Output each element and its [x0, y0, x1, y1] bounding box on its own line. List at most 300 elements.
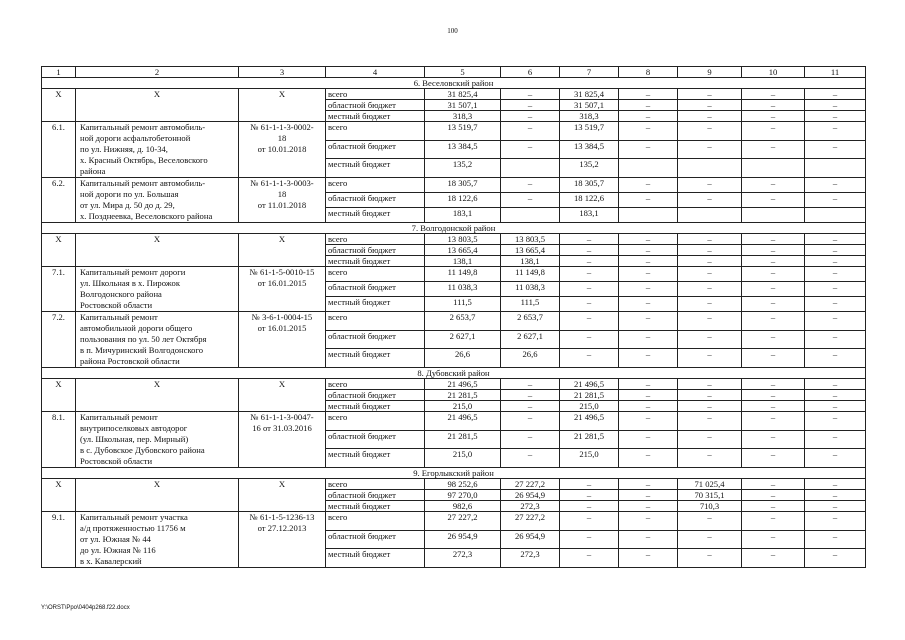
amount-cell: 138,1	[501, 256, 560, 267]
amount-cell: 13 519,7	[560, 122, 619, 141]
amount-cell	[678, 208, 742, 223]
column-header: 11	[805, 67, 866, 78]
amount-cell: 21 496,5	[425, 379, 501, 390]
amount-cell: –	[742, 100, 805, 111]
description-line: в п. Мичуринский Волгодонского	[80, 345, 204, 355]
amount-cell: –	[501, 430, 560, 449]
reference-line: № 61-1-5-1236-13	[249, 512, 315, 522]
amount-cell: –	[805, 89, 866, 100]
amount-cell: 27 227,2	[501, 512, 560, 531]
amount-cell: 70 315,1	[678, 490, 742, 501]
amount-cell: 13 384,5	[425, 140, 501, 159]
amount-cell: 2 653,7	[425, 312, 501, 331]
amount-cell: 21 281,5	[425, 430, 501, 449]
document-reference: X	[239, 479, 326, 512]
column-header: 5	[425, 67, 501, 78]
document-reference	[239, 412, 326, 468]
row-number: X	[42, 89, 76, 122]
amount-cell: 26 954,9	[501, 530, 560, 549]
description-line: до ул. Южная № 116	[80, 545, 156, 555]
amount-cell: –	[678, 122, 742, 141]
district-title: 8. Дубовский район	[42, 368, 866, 379]
row-number: X	[42, 234, 76, 267]
amount-cell: 13 803,5	[425, 234, 501, 245]
amount-cell: 18 122,6	[425, 193, 501, 208]
district-title: 6. Веселовский район	[42, 78, 866, 89]
amount-cell: 21 496,5	[560, 379, 619, 390]
amount-cell: 26 954,9	[425, 530, 501, 549]
budget-type: всего	[326, 89, 425, 100]
amount-cell: –	[619, 140, 678, 159]
budget-type: всего	[326, 267, 425, 282]
amount-cell: –	[742, 530, 805, 549]
budget-type: всего	[326, 479, 425, 490]
amount-cell: –	[619, 111, 678, 122]
amount-cell: –	[678, 349, 742, 368]
amount-cell: 135,2	[425, 159, 501, 178]
amount-cell: –	[619, 245, 678, 256]
amount-cell: –	[501, 122, 560, 141]
amount-cell: –	[619, 193, 678, 208]
amount-cell: –	[619, 297, 678, 312]
amount-cell: 11 149,8	[501, 267, 560, 282]
description-line: Капитальный ремонт	[80, 312, 158, 322]
document-reference: X	[239, 379, 326, 412]
amount-cell: 71 025,4	[678, 479, 742, 490]
row-number: 6.2.	[42, 178, 76, 223]
amount-cell: 138,1	[425, 256, 501, 267]
amount-cell: –	[560, 549, 619, 568]
amount-cell: 13 665,4	[425, 245, 501, 256]
reference-line: 16 от 31.03.2016	[252, 423, 312, 433]
amount-cell: –	[560, 297, 619, 312]
amount-cell: 11 038,3	[425, 282, 501, 297]
amount-cell: –	[501, 100, 560, 111]
column-header: 8	[619, 67, 678, 78]
document-reference	[239, 267, 326, 312]
amount-cell: –	[501, 140, 560, 159]
district-header-row	[42, 468, 866, 479]
budget-type: областной бюджет	[326, 140, 425, 159]
amount-cell: –	[678, 297, 742, 312]
description-line: района	[80, 166, 106, 176]
budget-type: областной бюджет	[326, 100, 425, 111]
amount-cell	[501, 159, 560, 178]
amount-cell: –	[678, 256, 742, 267]
file-path-footer: Y:\ORST\Ppo\0404p268.f22.docx	[41, 605, 130, 611]
amount-cell: –	[805, 282, 866, 297]
description-line: внутрипоселковых автодорог	[80, 423, 188, 433]
amount-cell: 98 252,6	[425, 479, 501, 490]
amount-cell: 27 227,2	[501, 479, 560, 490]
amount-cell: –	[805, 349, 866, 368]
budget-type: областной бюджет	[326, 245, 425, 256]
project-row	[42, 178, 866, 193]
budget-type: всего	[326, 178, 425, 193]
project-row	[42, 512, 866, 531]
project-description	[76, 512, 239, 568]
amount-cell: 318,3	[425, 111, 501, 122]
row-number: 9.1.	[42, 512, 76, 568]
amount-cell: –	[805, 256, 866, 267]
budget-type: всего	[326, 379, 425, 390]
project-row	[42, 312, 866, 331]
budget-type: местный бюджет	[326, 297, 425, 312]
budget-type: областной бюджет	[326, 390, 425, 401]
amount-cell: –	[678, 178, 742, 193]
amount-cell: –	[742, 282, 805, 297]
amount-cell: –	[560, 501, 619, 512]
description-line: ной дороги по ул. Большая	[80, 189, 179, 199]
district-total-row	[42, 379, 866, 390]
project-description: X	[76, 479, 239, 512]
amount-cell: –	[678, 140, 742, 159]
budget-type: всего	[326, 234, 425, 245]
budget-type: областной бюджет	[326, 330, 425, 349]
amount-cell: –	[742, 330, 805, 349]
district-total-row	[42, 479, 866, 490]
amount-cell: 183,1	[560, 208, 619, 223]
amount-cell: –	[805, 549, 866, 568]
amount-cell: –	[501, 412, 560, 431]
reference-line: от 16.01.2015	[257, 278, 307, 288]
amount-cell: –	[678, 245, 742, 256]
district-header-row	[42, 223, 866, 234]
amount-cell: 13 803,5	[501, 234, 560, 245]
amount-cell: 2 627,1	[501, 330, 560, 349]
amount-cell: –	[678, 111, 742, 122]
amount-cell: –	[619, 234, 678, 245]
amount-cell: 272,3	[501, 501, 560, 512]
budget-type: местный бюджет	[326, 549, 425, 568]
amount-cell: 18 305,7	[560, 178, 619, 193]
amount-cell: –	[501, 390, 560, 401]
amount-cell: –	[805, 267, 866, 282]
description-line: Ростовской области	[80, 300, 153, 310]
amount-cell: –	[805, 449, 866, 468]
amount-cell: 31 825,4	[560, 89, 619, 100]
description-line: Капитальный ремонт автомобиль-	[80, 178, 206, 188]
amount-cell: –	[501, 111, 560, 122]
amount-cell: 13 384,5	[560, 140, 619, 159]
amount-cell: –	[678, 234, 742, 245]
amount-cell: 18 305,7	[425, 178, 501, 193]
amount-cell: –	[678, 100, 742, 111]
amount-cell: –	[619, 282, 678, 297]
amount-cell: 111,5	[425, 297, 501, 312]
amount-cell: –	[560, 256, 619, 267]
amount-cell: –	[742, 140, 805, 159]
budget-type: областной бюджет	[326, 282, 425, 297]
amount-cell: –	[619, 256, 678, 267]
district-header-row	[42, 368, 866, 379]
amount-cell: –	[619, 267, 678, 282]
amount-cell: 982,6	[425, 501, 501, 512]
budget-type: местный бюджет	[326, 159, 425, 178]
amount-cell: –	[501, 449, 560, 468]
amount-cell: –	[501, 401, 560, 412]
amount-cell: 11 149,8	[425, 267, 501, 282]
amount-cell: 21 496,5	[560, 412, 619, 431]
amount-cell: 26 954,9	[501, 490, 560, 501]
budget-type: областной бюджет	[326, 193, 425, 208]
reference-line: от 27.12.2013	[257, 523, 307, 533]
amount-cell: –	[619, 490, 678, 501]
project-description	[76, 412, 239, 468]
amount-cell: 18 122,6	[560, 193, 619, 208]
amount-cell: –	[742, 245, 805, 256]
page-number: 100	[447, 27, 458, 35]
description-line: а/д протяженностью 11756 м	[80, 523, 186, 533]
amount-cell: 710,3	[678, 501, 742, 512]
description-line: ул. Школьная в х. Пирожок	[80, 278, 180, 288]
amount-cell: –	[805, 140, 866, 159]
amount-cell	[619, 159, 678, 178]
description-line: Капитальный ремонт дороги	[80, 267, 186, 277]
amount-cell: 215,0	[560, 401, 619, 412]
reference-line: 18	[277, 189, 287, 199]
amount-cell: –	[619, 122, 678, 141]
description-line: Капитальный ремонт автомобиль-	[80, 122, 206, 132]
amount-cell: –	[805, 111, 866, 122]
amount-cell: 215,0	[425, 449, 501, 468]
document-reference	[239, 512, 326, 568]
amount-cell: –	[619, 412, 678, 431]
reference-line: от 16.01.2015	[257, 323, 307, 333]
amount-cell: –	[678, 512, 742, 531]
amount-cell: –	[619, 479, 678, 490]
amount-cell: 27 227,2	[425, 512, 501, 531]
amount-cell: –	[805, 412, 866, 431]
financing-table	[41, 66, 866, 568]
amount-cell: 26,6	[425, 349, 501, 368]
amount-cell: –	[742, 234, 805, 245]
amount-cell: 21 281,5	[560, 430, 619, 449]
amount-cell: –	[619, 330, 678, 349]
document-reference: X	[239, 89, 326, 122]
budget-type: местный бюджет	[326, 256, 425, 267]
amount-cell: –	[678, 530, 742, 549]
amount-cell: –	[742, 490, 805, 501]
amount-cell: 11 038,3	[501, 282, 560, 297]
amount-cell: –	[560, 512, 619, 531]
amount-cell: –	[742, 267, 805, 282]
amount-cell: –	[678, 430, 742, 449]
amount-cell: –	[805, 234, 866, 245]
amount-cell: –	[805, 430, 866, 449]
description-line: (ул. Школьная, пер. Мирный)	[80, 434, 189, 444]
amount-cell	[678, 159, 742, 178]
column-header-row	[42, 67, 866, 78]
amount-cell: –	[560, 267, 619, 282]
reference-line: 18	[277, 133, 287, 143]
amount-cell: –	[805, 330, 866, 349]
description-line: района Ростовской области	[80, 356, 180, 366]
project-row	[42, 122, 866, 141]
amount-cell: –	[619, 349, 678, 368]
amount-cell: –	[501, 178, 560, 193]
project-row	[42, 267, 866, 282]
amount-cell: –	[678, 330, 742, 349]
amount-cell: 21 281,5	[560, 390, 619, 401]
row-number: X	[42, 479, 76, 512]
amount-cell: –	[678, 449, 742, 468]
description-line: Ростовской области	[80, 456, 153, 466]
reference-line: № 61-1-1-3-0003-	[250, 178, 314, 188]
amount-cell: –	[742, 430, 805, 449]
amount-cell: –	[619, 390, 678, 401]
amount-cell: –	[805, 178, 866, 193]
column-header: 6	[501, 67, 560, 78]
amount-cell: 13 665,4	[501, 245, 560, 256]
reference-line: № 61-1-1-3-0002-	[250, 122, 314, 132]
budget-type: областной бюджет	[326, 490, 425, 501]
row-number: X	[42, 379, 76, 412]
budget-type: областной бюджет	[326, 530, 425, 549]
reference-line: от 11.01.2018	[257, 200, 307, 210]
amount-cell: –	[619, 401, 678, 412]
project-description	[76, 178, 239, 223]
amount-cell	[805, 208, 866, 223]
column-header: 2	[76, 67, 239, 78]
amount-cell: –	[678, 390, 742, 401]
amount-cell: –	[742, 349, 805, 368]
amount-cell: –	[805, 401, 866, 412]
budget-type: всего	[326, 412, 425, 431]
amount-cell: –	[742, 193, 805, 208]
amount-cell: –	[742, 89, 805, 100]
amount-cell: –	[805, 490, 866, 501]
project-description	[76, 267, 239, 312]
amount-cell: –	[805, 501, 866, 512]
amount-cell: –	[678, 412, 742, 431]
description-line: Капитальный ремонт участка	[80, 512, 188, 522]
amount-cell: –	[619, 449, 678, 468]
district-title: 7. Волгодонской район	[42, 223, 866, 234]
district-title: 9. Егорлыкский район	[42, 468, 866, 479]
row-number: 7.1.	[42, 267, 76, 312]
amount-cell: 31 825,4	[425, 89, 501, 100]
budget-type: местный бюджет	[326, 111, 425, 122]
amount-cell: 21 281,5	[425, 390, 501, 401]
amount-cell: 26,6	[501, 349, 560, 368]
amount-cell: –	[560, 490, 619, 501]
amount-cell: –	[678, 549, 742, 568]
description-line: в с. Дубовское Дубовского района	[80, 445, 205, 455]
amount-cell: –	[805, 390, 866, 401]
description-line: Волгодонского района	[80, 289, 162, 299]
amount-cell	[742, 159, 805, 178]
amount-cell: –	[742, 297, 805, 312]
amount-cell: –	[742, 312, 805, 331]
amount-cell: –	[742, 178, 805, 193]
amount-cell: –	[619, 430, 678, 449]
amount-cell: –	[742, 111, 805, 122]
amount-cell: –	[742, 501, 805, 512]
budget-type: областной бюджет	[326, 430, 425, 449]
description-line: от ул. Мира д. 50 до д. 29,	[80, 200, 175, 210]
reference-line: от 10.01.2018	[257, 144, 307, 154]
column-header: 4	[326, 67, 425, 78]
amount-cell: –	[742, 479, 805, 490]
description-line: от ул. Южная № 44	[80, 534, 151, 544]
amount-cell: 31 507,1	[425, 100, 501, 111]
amount-cell: –	[805, 122, 866, 141]
budget-type: местный бюджет	[326, 349, 425, 368]
amount-cell: –	[560, 330, 619, 349]
budget-type: местный бюджет	[326, 501, 425, 512]
amount-cell: 111,5	[501, 297, 560, 312]
budget-type: местный бюджет	[326, 401, 425, 412]
amount-cell: –	[742, 412, 805, 431]
amount-cell: –	[619, 501, 678, 512]
amount-cell: –	[560, 234, 619, 245]
column-header: 3	[239, 67, 326, 78]
amount-cell	[805, 159, 866, 178]
amount-cell: –	[678, 89, 742, 100]
amount-cell: 318,3	[560, 111, 619, 122]
amount-cell: –	[805, 530, 866, 549]
document-reference: X	[239, 234, 326, 267]
amount-cell: –	[501, 89, 560, 100]
document-reference	[239, 178, 326, 223]
column-header: 9	[678, 67, 742, 78]
amount-cell: –	[742, 449, 805, 468]
amount-cell: 31 507,1	[560, 100, 619, 111]
amount-cell: –	[560, 282, 619, 297]
amount-cell: –	[742, 256, 805, 267]
amount-cell: –	[805, 193, 866, 208]
amount-cell: –	[805, 297, 866, 312]
description-line: пользования по ул. 50 лет Октября	[80, 334, 207, 344]
description-line: в х. Кавалерский	[80, 556, 142, 566]
amount-cell: –	[619, 178, 678, 193]
amount-cell: –	[678, 401, 742, 412]
amount-cell: –	[678, 379, 742, 390]
description-line: ной дороги асфальтобетонной	[80, 133, 191, 143]
amount-cell: 21 496,5	[425, 412, 501, 431]
row-number: 7.2.	[42, 312, 76, 368]
amount-cell: –	[619, 530, 678, 549]
district-total-row	[42, 89, 866, 100]
budget-type: всего	[326, 122, 425, 141]
column-header: 10	[742, 67, 805, 78]
amount-cell: –	[678, 312, 742, 331]
amount-cell: –	[805, 245, 866, 256]
amount-cell: –	[619, 100, 678, 111]
project-row	[42, 412, 866, 431]
amount-cell: –	[678, 267, 742, 282]
amount-cell: –	[805, 379, 866, 390]
district-header-row	[42, 78, 866, 89]
district-total-row	[42, 234, 866, 245]
amount-cell: 2 653,7	[501, 312, 560, 331]
amount-cell: –	[619, 549, 678, 568]
project-description	[76, 122, 239, 178]
amount-cell	[619, 208, 678, 223]
project-description: X	[76, 379, 239, 412]
amount-cell	[742, 208, 805, 223]
amount-cell: –	[742, 512, 805, 531]
amount-cell	[501, 208, 560, 223]
description-line: автомобильной дороги общего	[80, 323, 193, 333]
project-description: X	[76, 89, 239, 122]
amount-cell: –	[560, 312, 619, 331]
amount-cell: –	[619, 379, 678, 390]
amount-cell: 183,1	[425, 208, 501, 223]
amount-cell: –	[805, 312, 866, 331]
budget-type: всего	[326, 512, 425, 531]
